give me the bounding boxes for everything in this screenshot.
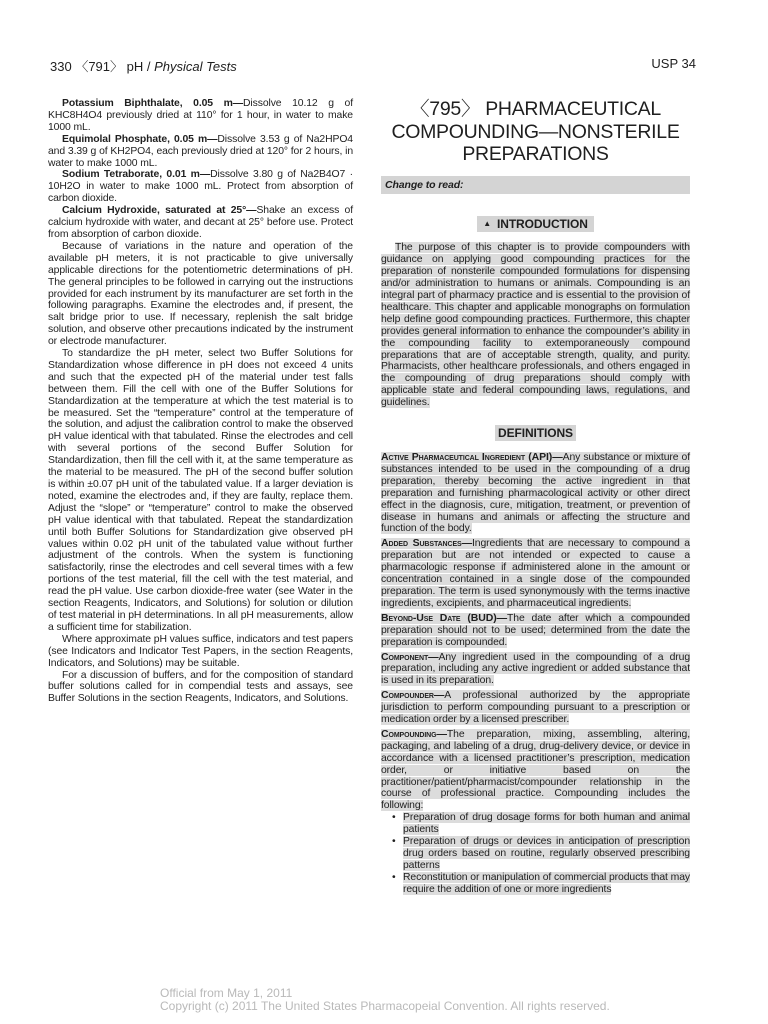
chapter-title-line: COMPOUNDING—NONSTERILE [391, 120, 680, 143]
definitions-heading-text: DEFINITIONS [495, 425, 576, 441]
definition-entry [381, 613, 690, 649]
buffer-entry [48, 169, 353, 205]
definition-text: A professional authorized by the appropriate jurisdiction to perform compounding pursuant to a prescription or medication order by a licensed prescriber. [381, 690, 690, 726]
definition-entry [381, 538, 690, 609]
buffer-name: Equimolal Phosphate, 0.05 m— [62, 133, 218, 145]
body-paragraph: Because of variations in the nature and operation of the available pH meters, it is not practicable to give universally applicable directions for the potentiometric determinations of pH. The general principles to be followed in carrying out the instructions provided for each instrument by its manufacturer are set forth in the following paragraphs. Examine the electrodes and, if present, the salt bridge prior to use. If necessary, replenish the salt bridge solution, and observe other precautions indicated by the instrument or electrode manufacturer. [48, 240, 353, 348]
introduction-text: The purpose of this chapter is to provide compounders with guidance on applying good compounding practices for the preparation of nonsterile compounded formulations for dispensing and/or administration to humans or animals. Compounding is an integral part of pharmacy practice and is essential to the provision of healthcare. This chapter and applicable monographs on formulation help define good compounding practices. Furthermore, this chapter provides general information to enhance the compounder’s ability in the compounding facility to extemporaneously compound preparations that are of acceptable strength, quality, and purity. Pharmacists, other healthcare professionals, and others engaged in the compounding of drug preparations should comply with applicable state and federal compounding laws, regulations, and guidelines. [381, 242, 690, 409]
body-paragraph: Where approximate pH values suffice, indicators and test papers (see Indicators and Indicator Test Papers, in the section Reagents, Indicators, and Solutions) may be suitable. [48, 633, 353, 669]
definition-term: Active Pharmaceutical Ingredient (API)— [381, 451, 563, 463]
buffer-text: Shake an excess of calcium hydroxide with water, and decant at 25° before use. Protect from absorption of carbon dioxide. [48, 205, 354, 240]
list-item: • Preparation of drugs or devices in anticipation of prescription drug orders based on routine, regularly observed prescribing patterns [403, 836, 690, 872]
body-paragraph: To standardize the pH meter, select two Buffer Solutions for Standardization whose difference in pH does not exceed 4 units and such that the expected pH of the material under test falls between them. Fill the cell with one of the Buffer Solutions for Standardization at the temperature at which the test material is to be measured. Set the “temperature” control at the temperature of the solution, and adjust the calibration control to make the observed pH value identical with that tabulated. Rinse the electrodes and cell with several portions of the second Buffer Solution for Standardization, then fill the cell with it, at the same temperature as the material to be measured. The pH of the second buffer solution is within ±0.07 pH unit of the tabulated value. If a larger deviation is noted, examine the electrodes and, if they are faulty, replace them. Adjust the “slope” or “temperature” control to make the observed pH value identical with that tabulated. Repeat the standardization until both Buffer Solutions for Standardization give observed pH values within 0.02 pH unit of the tabulated value without further adjustment of the controls. When the system is functioning satisfactorily, rinse the electrodes and cell several times with a few portions of the test material, fill the cell with the test material, and read the pH value. Use carbon dioxide-free water (see Water in the section Reagents, Indicators, and Solutions) for solution or dilution of test material in pH determinations. In all pH measurements, allow a sufficient time for stabilization. [48, 348, 353, 633]
definition-term: Component— [381, 650, 439, 663]
introduction-heading [381, 218, 690, 231]
footer-copyright: Copyright (c) 2011 The United States Pharmacopeial Convention. All rights reserved. [160, 999, 610, 1013]
definitions-heading [381, 428, 690, 440]
definition-text: The date after which a compounded preparation should not to be used; determined from the date the preparation is compounded. [381, 612, 690, 648]
page-header [50, 56, 696, 76]
definition-term: Added Substances— [381, 537, 473, 550]
buffer-name: Sodium Tetraborate, 0.01 m— [62, 169, 211, 181]
section-name: Physical Tests [154, 59, 237, 74]
definition-text: Ingredients that are necessary to compound a preparation but are not intended or expected to cause a pharmacologic response if administered alone in the amount or concentration contained in a single dose of the compounded preparation. The term is used synonymously with the terms inactive ingredients, excipients, and pharmaceutical ingredients. [381, 538, 690, 609]
definition-term: Beyond-Use Date (BUD)— [381, 611, 508, 624]
copyright-footer [160, 987, 610, 1013]
buffer-name: Calcium Hydroxide, saturated at 25°— [62, 205, 257, 217]
buffer-text: Dissolve 3.53 g of Na2HPO4 and 3.39 g of KH2PO4, each previously dried at 120° for 2 hours, in water to make 1000 mL. [48, 133, 353, 169]
buffer-text: Dissolve 10.12 g of KHC8H4O4 previously dried at 110° for 1 hour, in water to make 1000 mL. [48, 98, 353, 133]
definition-text: Any substance or mixture of substances intended to be used in the compounding of a drug preparation, thereby becoming the active ingredient in that preparation and furnishing pharmacological activity or other direct effect in the diagnosis, cure, mitigation, treatment, or prevention of disease in humans and animals or affecting the structure and function of the body. [381, 452, 690, 535]
list-item: • Reconstitution or manipulation of commercial products that may require the addition of one or more ingredients [403, 872, 690, 896]
definition-entry [381, 690, 690, 726]
definition-term: Compounding— [381, 727, 447, 740]
header-separator: / [146, 59, 151, 74]
chapter-title-line: PREPARATIONS [462, 143, 609, 165]
body-paragraph: For a discussion of buffers, and for the composition of standard buffer solutions called for in compendial tests and assays, see Buffer Solutions in the section Reagents, Indicators, and Solutions. [48, 669, 353, 705]
revision-marker-icon: ▲ [480, 218, 494, 229]
buffer-entry [48, 98, 353, 134]
change-to-read-banner: Change to read: [381, 176, 690, 194]
chapter-title [381, 98, 690, 166]
definition-entry [381, 452, 690, 535]
right-column [381, 98, 690, 896]
running-head-right: USP 34 [651, 56, 696, 71]
footer-official-date: Official from May 1, 2011 [160, 986, 293, 1000]
list-item: • Preparation of drug dosage forms for both human and animal patients [403, 812, 690, 836]
buffer-text: Dissolve 3.80 g of Na2B4O7 · 10H2O in water to make 1000 mL. Protect from absorption of carbon dioxide. [48, 169, 353, 205]
left-column [48, 98, 353, 705]
chapter-title-line: 〈795〉 PHARMACEUTICAL [410, 98, 661, 120]
buffer-name: Potassium Biphthalate, 0.05 m— [62, 98, 244, 109]
buffer-entry [48, 205, 353, 241]
definition-term: Compounder— [381, 689, 445, 702]
definition-entry [381, 729, 690, 812]
chapter-ref: 〈791〉 pH [75, 59, 144, 74]
running-head-left [50, 56, 237, 75]
definition-entry [381, 652, 690, 688]
definition-text: The preparation, mixing, assembling, altering, packaging, and labeling of a drug, drug-delivery device, or device in accordance with a licensed practitioner’s prescription, medication order, or initiative based on the practitioner/patient/pharmacist/compounder relationship in the course of professional practice. Compounding includes the following: [381, 728, 690, 812]
compounding-list [381, 812, 690, 895]
definition-text: Any ingredient used in the compounding of a drug preparation, including any active ingredient or added substance that is used in its preparation. [381, 651, 690, 687]
page-number: 330 [50, 59, 72, 74]
buffer-entry [48, 134, 353, 170]
introduction-heading-text: INTRODUCTION [494, 216, 591, 232]
